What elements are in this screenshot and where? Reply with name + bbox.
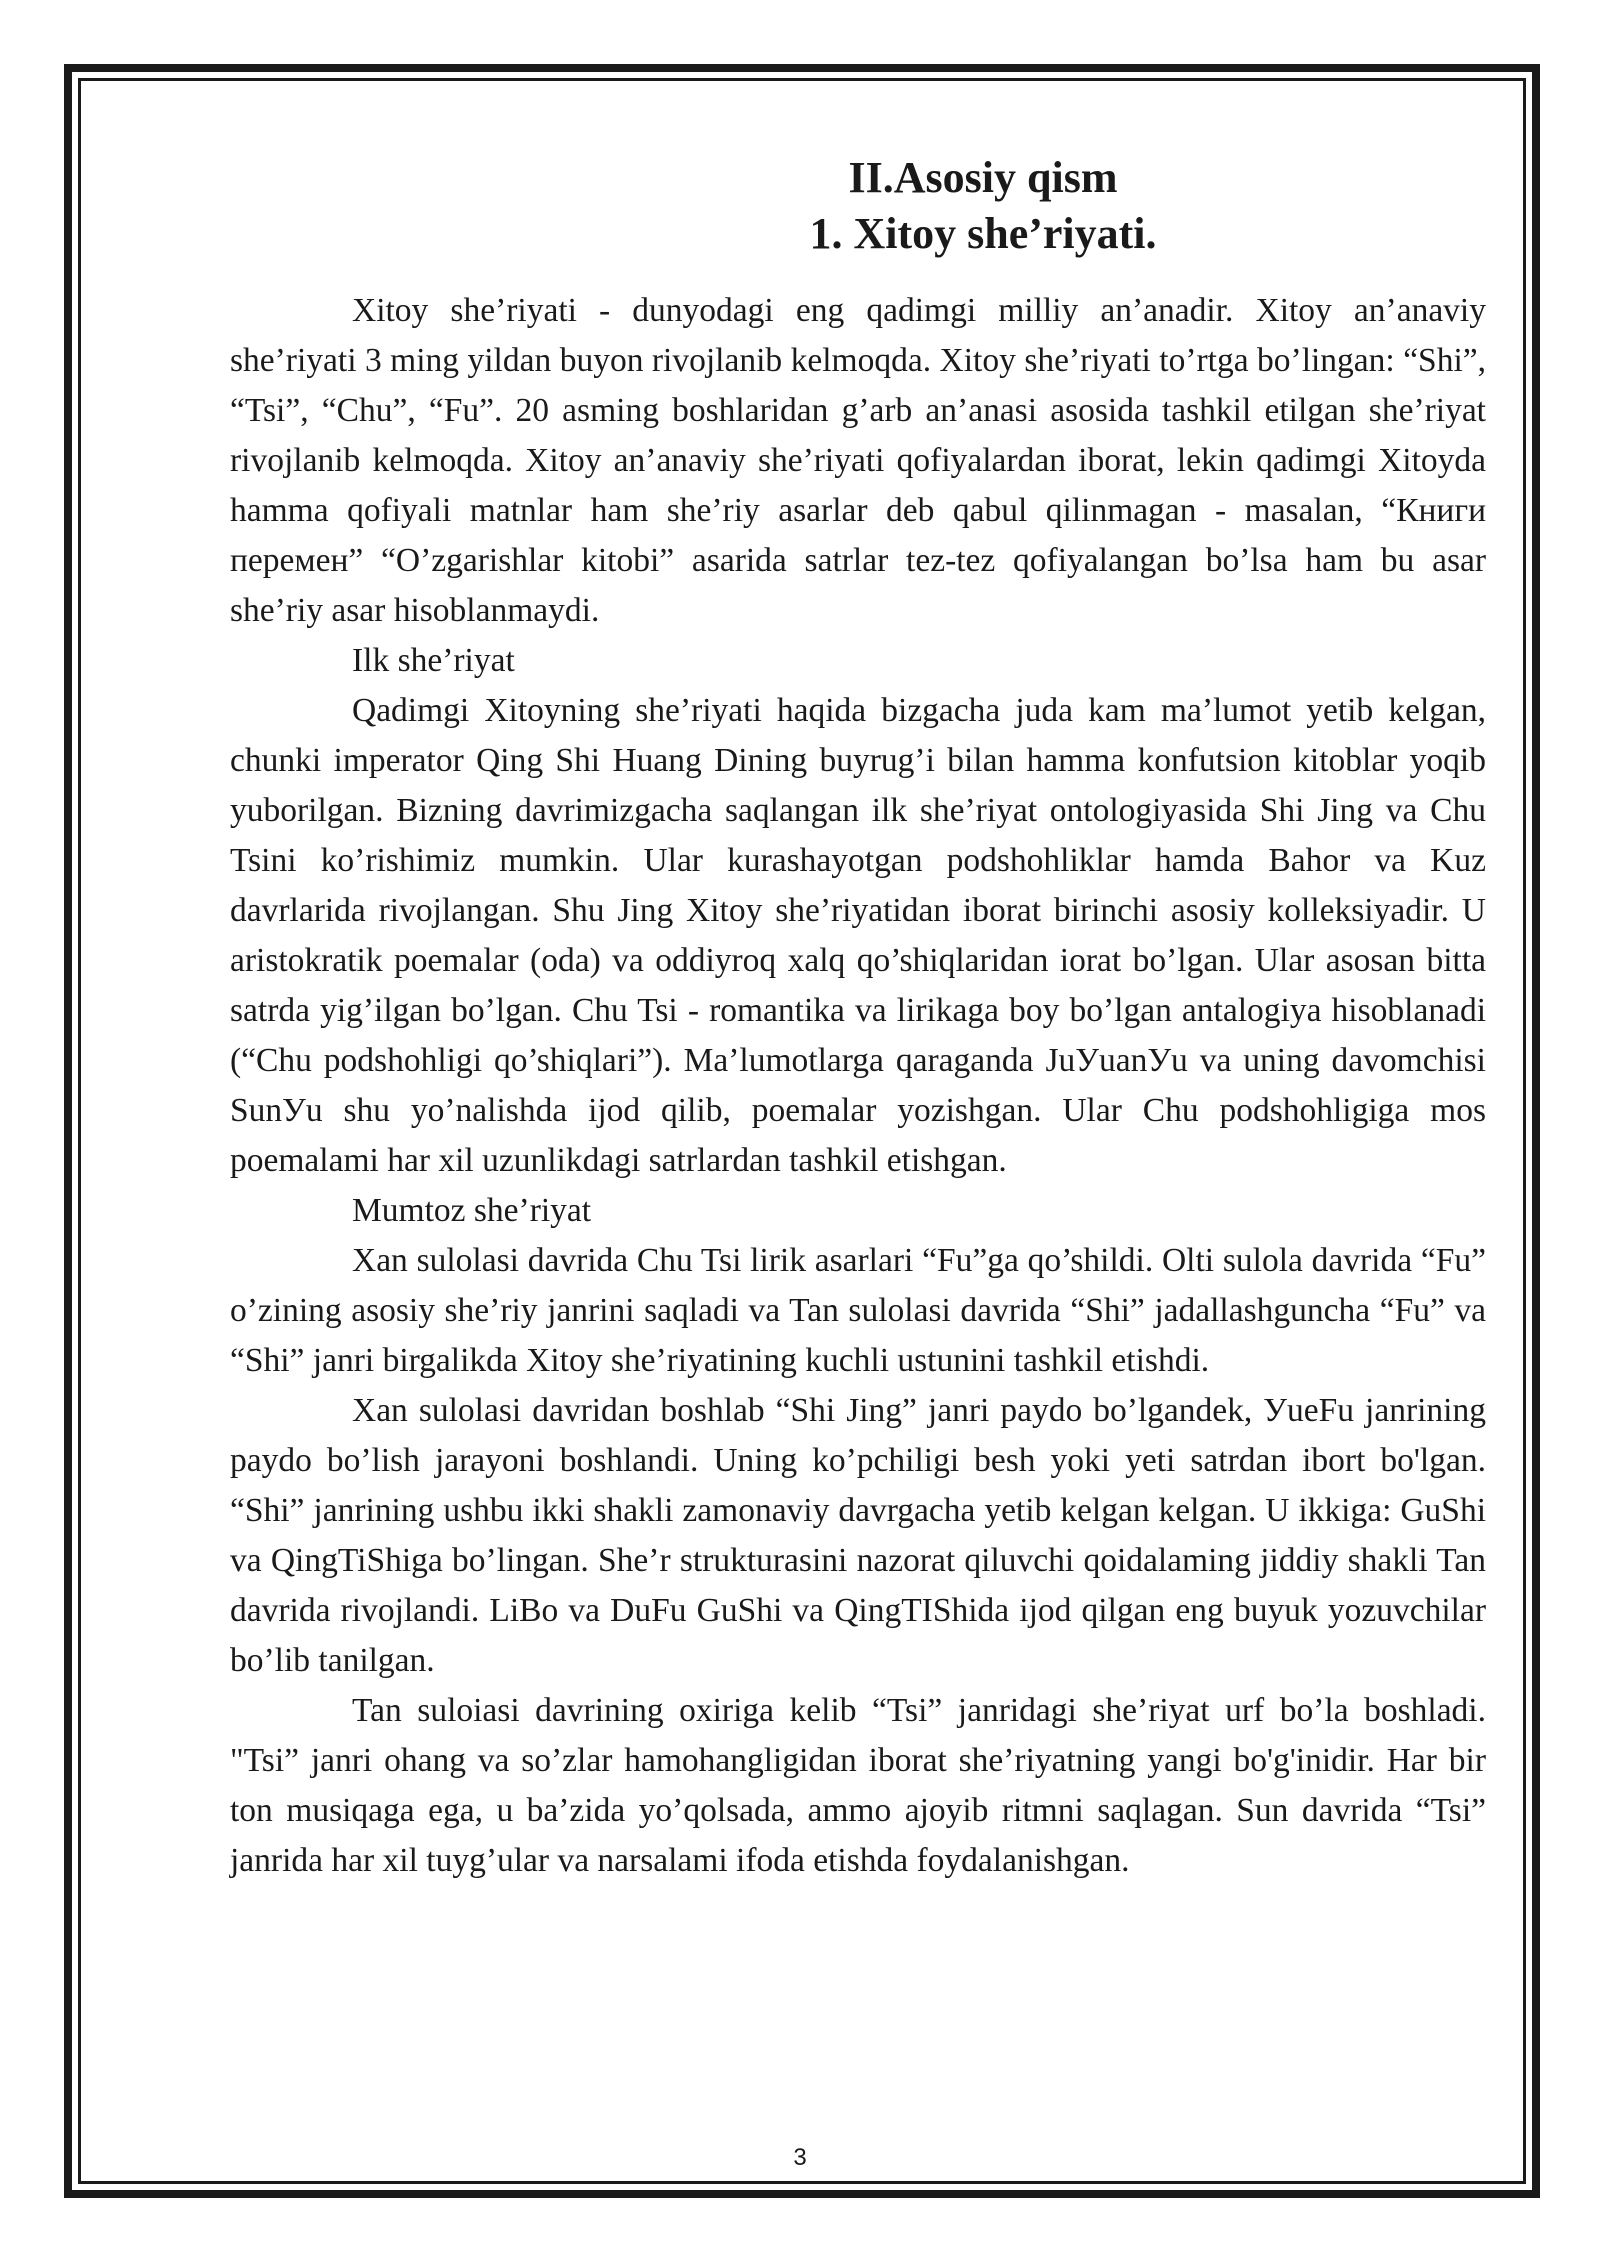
section-heading: II.Asosiy qism xyxy=(848,153,1118,202)
paragraph-tsi: Tan suloiasi davrining oxiriga kelib “Tsi” janridagi she’riyat urf bo’la boshladi. "Tsi” janri ohang va so’zlar hamohangligidan iborat she’riyatning yangi bo'g'inidir. Har bir ton musiqaga ega, u ba’zida yo’qolsada, ammo ajoyib ritmni saqlagan. Sun davrida “Tsi” janrida har xil tuyg’ular va narsalami ifoda etishda foydalanishgan. xyxy=(230,1692,1486,1879)
subheading-mumtoz: Mumtoz she’riyat xyxy=(352,1192,592,1229)
paragraph-xan: Xan sulolasi davrida Chu Tsi lirik asarlari “Fu”ga qo’shildi. Olti sulola davrida “Fu” o’zining asosiy she’riy janrini saqladi va Tan sulolasi davrida “Shi” jadallashguncha “Fu” va “Shi” janri birgalikda Xitoy she’riyatining kuchli ustunini tashkil etishdi. xyxy=(230,1242,1486,1379)
subheading-ilk: Ilk she’riyat xyxy=(352,642,515,679)
paragraph-shi-jing: Xan sulolasi davridan boshlab “Shi Jing” janri paydo bo’lgandek, УueFu janrining paydo bo’lish jarayoni boshlandi. Uning ko’pchiligi besh yoki yeti satrdan ibort bo'lgan. “Shi” janrining ushbu ikki shakli zamonaviy davrgacha yetib kelgan kelgan. U ikkiga: GuShi va QingTiShiga bo’lingan. She’r strukturasini nazorat qiluvchi qoidalaming jiddiy shakli Tan davrida rivojlandi. LiBo va DuFu GuShi va QingTIShida ijod qilgan eng buyuk yozuvchilar bo’lib tanilgan. xyxy=(230,1392,1486,1679)
paragraph-intro: Xitoy she’riyati - dunyodagi eng qadimgi milliy an’anadir. Xitoy an’anaviy she’riyati 3 ming yildan buyon rivojlanib kelmoqda. Xitoy she’riyati to’rtga bo’lingan: “Shi”, “Tsi”, “Chu”, “Fu”. 20 asming boshlaridan g’arb an’anasi asosida tashkil etilgan she’riyat rivojlanib kelmoqda. Xitoy an’anaviy she’riyati qofiyalardan iborat, lekin qadimgi Xitoyda hamma qofiyali matnlar ham she’riy asarlar deb qabul qilinmagan - masalan, “Книги перемен” “O’zgarishlar kitobi” asarida satrlar tez-tez qofiyalangan bo’lsa ham bu asar she’riy asar hisoblanmaydi. xyxy=(230,292,1486,629)
page-number: 3 xyxy=(793,2144,807,2171)
chapter-heading: 1. Xitoy she’riyati. xyxy=(809,209,1157,258)
paragraph-ilk: Qadimgi Xitoyning she’riyati haqida bizgacha juda kam ma’lumot yetib kelgan, chunki imperator Qing Shi Huang Dining buyrug’i bilan hamma konfutsion kitoblar yoqib yuborilgan. Bizning davrimizgacha saqlangan ilk she’riyat ontologiyasida Shi Jing va Chu Tsini ko’rishimiz mumkin. Ular kurashayotgan podshohliklar hamda Bahor va Kuz davrlarida rivojlangan. Shu Jing Xitoy she’riyatidan iborat birinchi asosiy kolleksiyadir. U aristokratik poemalar (oda) va oddiyroq xalq qo’shiqlaridan iorat bo’lgan. Ular asosan bitta satrda yig’ilgan bo’lgan. Chu Tsi - romantika va lirikaga boy bo’lgan antalogiya hisoblanadi (“Chu podshohligi qo’shiqlari”). Ma’lumotlarga qaraganda JuУuanУu va uning davomchisi SunУu shu yo’nalishda ijod qilib, poemalar yozishgan. Ular Chu podshohligiga mos poemalami har xil uzunlikdagi satrlardan tashkil etishgan. xyxy=(230,692,1486,1179)
document-body xyxy=(230,150,1486,1886)
heading-block xyxy=(480,150,1486,262)
